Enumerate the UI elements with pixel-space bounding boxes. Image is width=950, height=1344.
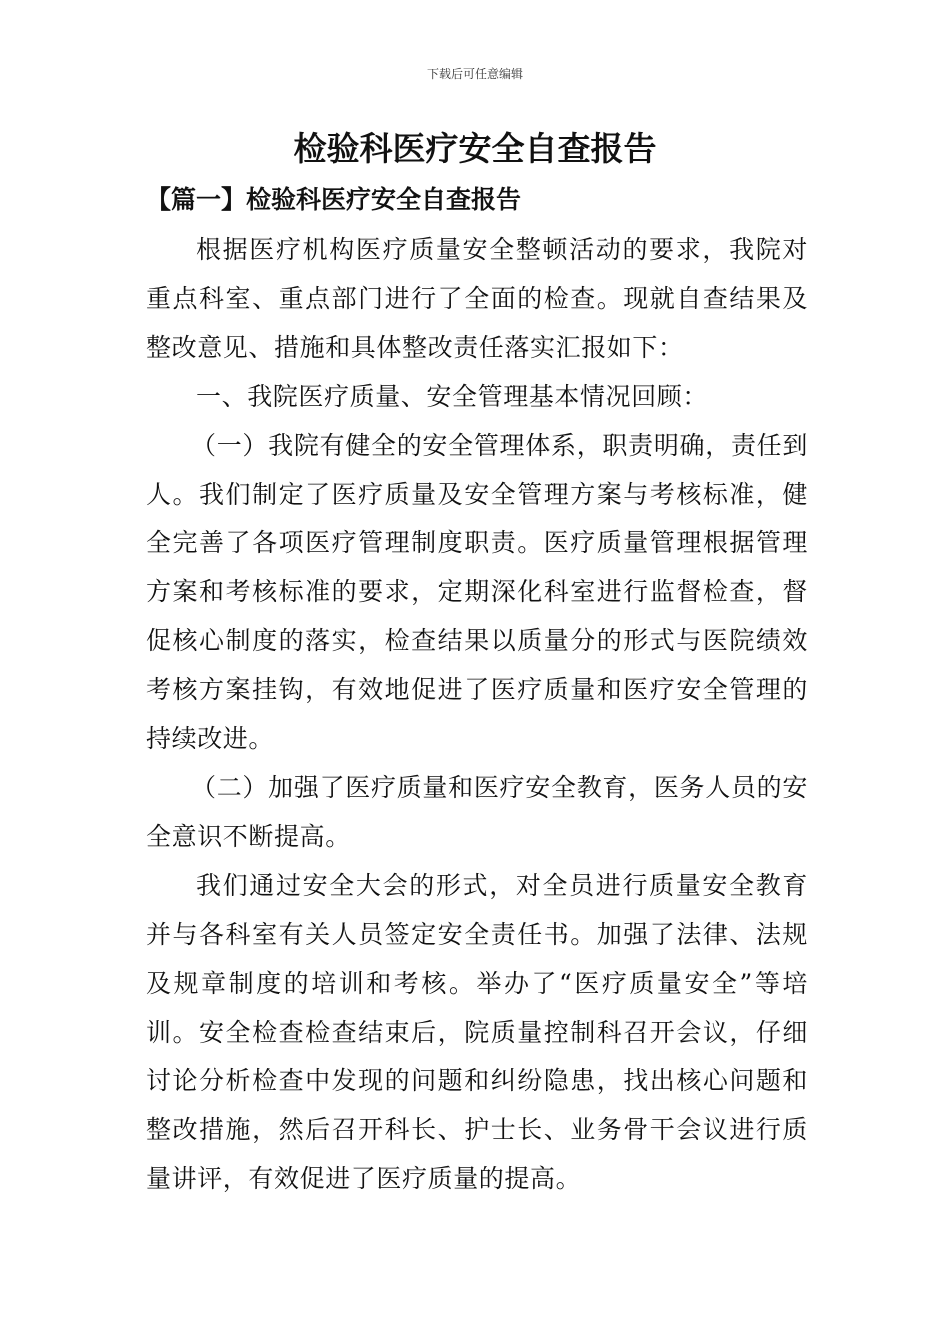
- document-body: [146, 226, 808, 1204]
- header-note: 下载后可任意编辑: [426, 67, 523, 81]
- document-title: 检验科医疗安全自查报告: [293, 129, 657, 168]
- paragraph-item-two: （二）加强了医疗质量和医疗安全教育，医务人员的安全意识不断提高。: [146, 772, 808, 851]
- section-heading: 【篇一】检验科医疗安全自查报告: [146, 185, 522, 214]
- paragraph-section-one-heading: 一、我院医疗质量、安全管理基本情况回顾：: [196, 381, 709, 411]
- paragraph-intro: 根据医疗机构医疗质量安全整顿活动的要求，我院对重点科室、重点部门进行了全面的检查。现就自查结果及整改意见、措施和具体整改责任落实汇报如下：: [146, 235, 808, 362]
- paragraph-safety-education: 我们通过安全大会的形式，对全员进行质量安全教育并与各科室有关人员签定安全责任书。加强了法律、法规及规章制度的培训和考核。举办了“医疗质量安全”等培训。安全检查检查结束后，院质量控制科召开会议，仔细讨论分析检查中发现的问题和纠纷隐患，找出核心问题和整改措施，然后召开科长、护士长、业务骨干会议进行质量讲评，有效促进了医疗质量的提高。: [146, 870, 808, 1194]
- paragraph-item-one: （一）我院有健全的安全管理体系，职责明确，责任到人。我们制定了医疗质量及安全管理方案与考核标准，健全完善了各项医疗管理制度职责。医疗质量管理根据管理方案和考核标准的要求，定期深化科室进行监督检查，督促核心制度的落实，检查结果以质量分的形式与医院绩效考核方案挂钩，有效地促进了医疗质量和医疗安全管理的持续改进。: [146, 430, 808, 754]
